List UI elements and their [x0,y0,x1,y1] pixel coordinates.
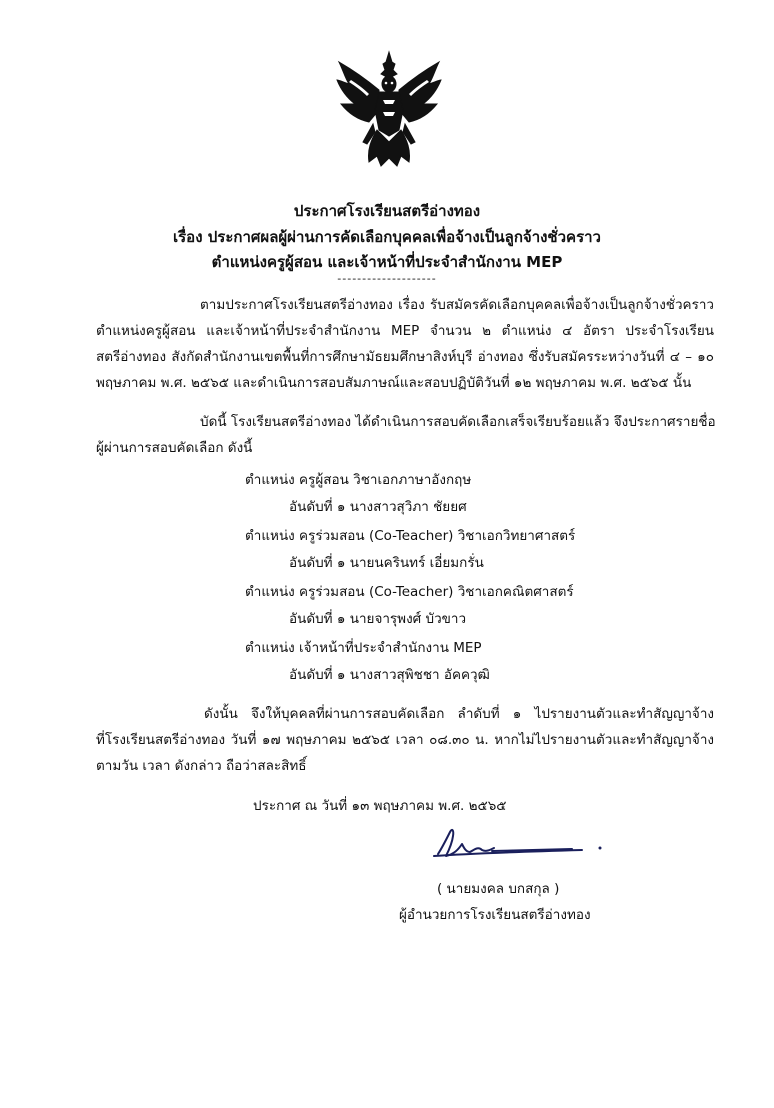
paragraph-2-line: ผู้ผ่านการสอบคัดเลือก ดังนี้ [96,440,253,456]
paragraph-1-line: สตรีอ่างทอง สังกัดสำนักงานเขตพื้นที่การศึกษามัธยมศึกษาสิงห์บุรี อ่างทอง ซึ่งรับสมัครระหว่างวันที่ ๔ – ๑๐ [96,349,714,365]
document-title: ประกาศโรงเรียนสตรีอ่างทอง [293,202,481,220]
signature-icon [432,818,607,866]
paragraph-2-line: บัดนี้ โรงเรียนสตรีอ่างทอง ได้ดำเนินการสอบคัดเลือกเสร็จเรียบร้อยแล้ว จึงประกาศรายชื่อ [200,414,716,430]
announce-date: ประกาศ ณ วันที่ ๑๓ พฤษภาคม พ.ศ. ๒๕๖๕ [253,798,507,814]
result-rank: อันดับที่ ๑ นายจารุพงศ์ บัวขาว [289,611,467,627]
paragraph-3-line: ที่โรงเรียนสตรีอ่างทอง วันที่ ๑๗ พฤษภาคม ๒๕๖๕ เวลา ๐๘.๓๐ น. หากไม่ไปรายงานตัวและทำสัญญาจ้าง [96,732,714,748]
title-divider: -------------------- [337,272,437,285]
paragraph-1-line: ตามประกาศโรงเรียนสตรีอ่างทอง เรื่อง รับสมัครคัดเลือกบุคคลเพื่อจ้างเป็นลูกจ้างชั่วคราว [200,297,714,313]
signatory-title: ผู้อำนวยการโรงเรียนสตรีอ่างทอง [399,907,591,923]
document-subject-positions: ตำแหน่งครูผู้สอน และเจ้าหน้าที่ประจำสำนักงาน MEP [211,253,563,271]
result-position: ตำแหน่ง ครูผู้สอน วิชาเอกภาษาอังกฤษ [245,472,472,488]
garuda-emblem-icon [333,50,445,172]
document-subject: เรื่อง ประกาศผลผู้ผ่านการคัดเลือกบุคคลเพื่อจ้างเป็นลูกจ้างชั่วคราว [173,228,601,246]
result-position: ตำแหน่ง เจ้าหน้าที่ประจำสำนักงาน MEP [245,640,482,656]
result-position: ตำแหน่ง ครูร่วมสอน (Co-Teacher) วิชาเอกคณิตศาสตร์ [245,584,574,600]
result-rank: อันดับที่ ๑ นางสาวสุพิชชา อัคควุฒิ [289,667,490,683]
result-rank: อันดับที่ ๑ นายนครินทร์ เอี่ยมกรั่น [289,555,484,571]
paragraph-1-line: ตำแหน่งครูผู้สอน และเจ้าหน้าที่ประจำสำนักงาน MEP จำนวน ๒ ตำแหน่ง ๔ อัตรา ประจำโรงเรียน [96,323,714,339]
result-rank: อันดับที่ ๑ นางสาวสุวิภา ชัยยศ [289,499,467,515]
paragraph-3-line: ตามวัน เวลา ดังกล่าว ถือว่าสละสิทธิ์ [96,758,307,774]
result-position: ตำแหน่ง ครูร่วมสอน (Co-Teacher) วิชาเอกวิทยาศาสตร์ [245,528,576,544]
signatory-name: ( นายมงคล บกสกุล ) [437,881,560,897]
paragraph-3-line: ดังนั้น จึงให้บุคคลที่ผ่านการสอบคัดเลือก ลำดับที่ ๑ ไปรายงานตัวและทำสัญญาจ้าง [204,706,714,722]
paragraph-1-line: พฤษภาคม พ.ศ. ๒๕๖๕ และดำเนินการสอบสัมภาษณ์และสอบปฏิบัติวันที่ ๑๒ พฤษภาคม พ.ศ. ๒๕๖๕ นั้น [96,375,692,391]
